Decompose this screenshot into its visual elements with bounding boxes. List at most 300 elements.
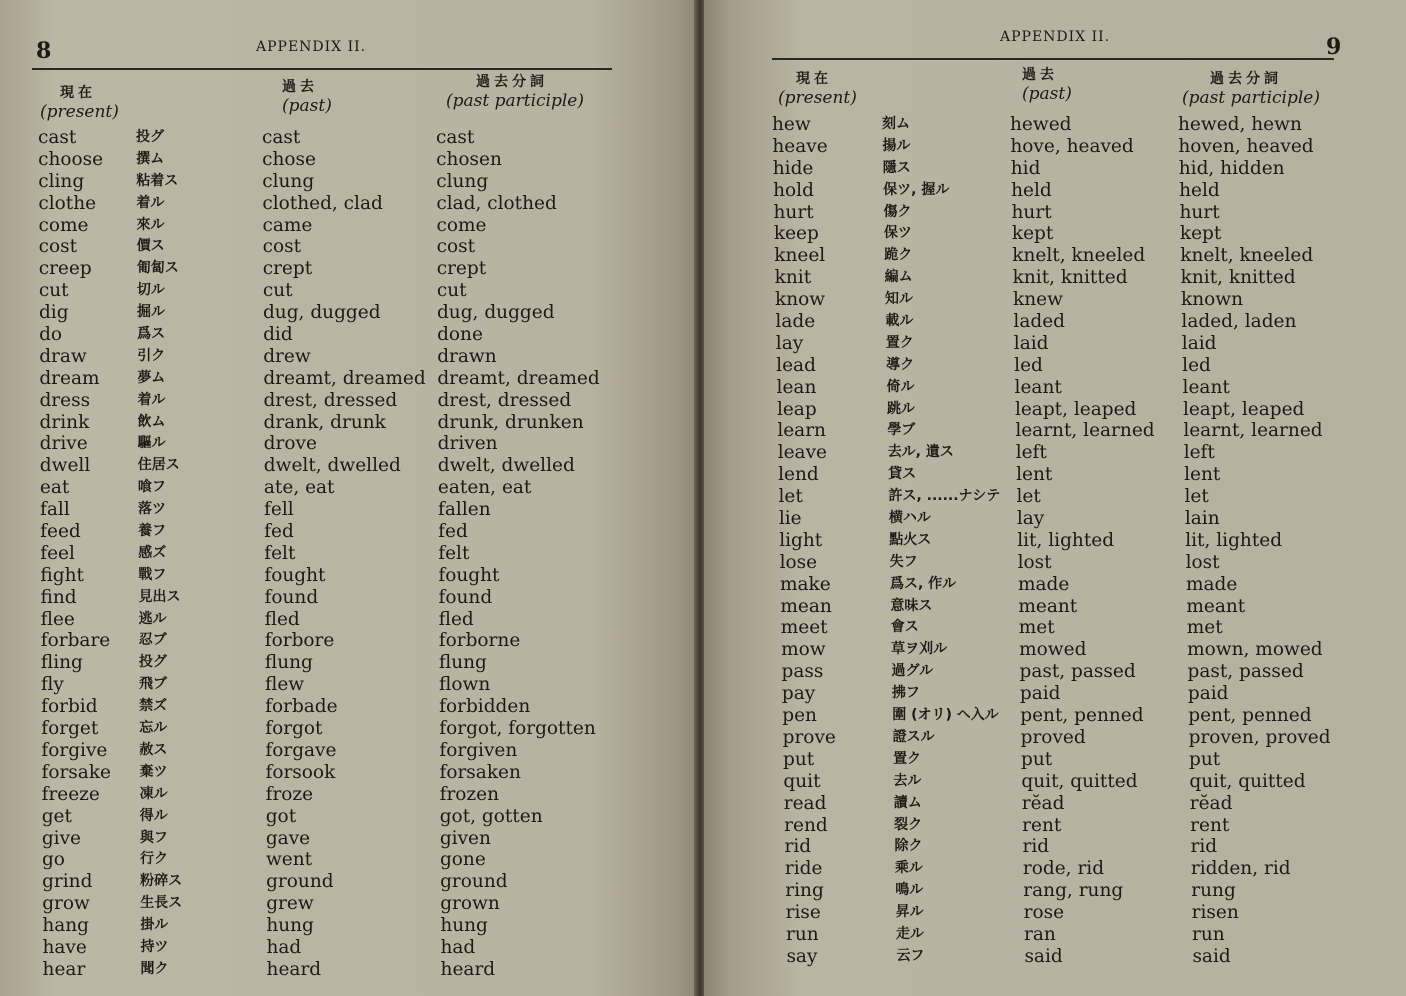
past-form: lit, lighted xyxy=(1017,529,1115,551)
japanese-gloss: 跪ク xyxy=(884,247,913,264)
past-participle-form: paid xyxy=(1187,683,1229,705)
present-verb: fight xyxy=(40,564,84,586)
past-form: knew xyxy=(1013,289,1063,311)
verb-row xyxy=(38,215,678,237)
past-form: ran xyxy=(1024,923,1056,945)
present-verb: hurt xyxy=(773,201,814,223)
past-form: pent, penned xyxy=(1020,705,1144,727)
present-verb: feel xyxy=(40,542,75,564)
past-participle-form: risen xyxy=(1191,902,1239,924)
japanese-gloss: 凍ル xyxy=(139,785,168,802)
past-form: dreamt, dreamed xyxy=(263,367,426,389)
past-participle-form: hoven, heaved xyxy=(1178,135,1314,157)
japanese-gloss: 見出ス xyxy=(138,588,181,605)
past-participle-form: forborne xyxy=(438,630,521,652)
verb-row xyxy=(41,630,681,652)
present-verb: fling xyxy=(40,652,83,674)
japanese-gloss: 粉碎ス xyxy=(140,873,183,890)
present-verb: forsake xyxy=(41,761,111,783)
present-verb: cut xyxy=(38,280,69,302)
past-participle-form: hurt xyxy=(1179,201,1220,223)
past-form: heard xyxy=(266,958,322,980)
verb-row xyxy=(42,915,682,937)
verb-row xyxy=(776,355,1406,377)
past-form: crept xyxy=(262,258,313,280)
japanese-gloss: 住居ス xyxy=(137,457,180,474)
verb-row xyxy=(774,202,1404,224)
present-verb: dress xyxy=(39,389,91,411)
japanese-gloss: 導ク xyxy=(886,356,915,373)
japanese-gloss: 圍 (オリ) ヘ入ル xyxy=(892,707,999,724)
japanese-gloss: 喰フ xyxy=(137,479,166,496)
past-form: hid xyxy=(1010,157,1041,179)
past-participle-form: led xyxy=(1182,354,1211,376)
present-verb: cast xyxy=(38,127,77,148)
left-page xyxy=(0,0,696,996)
japanese-gloss: 爲ス, 作ル xyxy=(889,575,957,592)
past-participle-form: left xyxy=(1183,442,1215,464)
japanese-gloss: 載ル xyxy=(885,313,914,330)
past-participle-form: fought xyxy=(438,564,500,586)
past-participle-form: meant xyxy=(1186,595,1246,617)
japanese-gloss: 着ル xyxy=(136,194,165,211)
japanese-gloss: 赦ス xyxy=(139,741,168,758)
verb-row xyxy=(41,674,681,696)
verb-row xyxy=(38,193,678,215)
verb-row xyxy=(42,849,682,871)
past-participle-form: lain xyxy=(1184,508,1220,530)
past-participle-form: put xyxy=(1189,748,1221,770)
verb-row xyxy=(776,333,1406,355)
japanese-gloss: 持ツ xyxy=(140,938,169,955)
japanese-gloss: 來ル xyxy=(136,216,165,233)
japanese-gloss: 隱ス xyxy=(882,159,911,176)
present-verb: flee xyxy=(40,608,75,630)
col-header-en: (present) xyxy=(40,102,119,122)
present-verb: eat xyxy=(39,477,70,499)
present-verb: rise xyxy=(785,902,821,924)
past-participle-form: let xyxy=(1184,486,1209,508)
past-form: had xyxy=(266,936,302,958)
verb-row xyxy=(41,762,681,784)
japanese-gloss: 鳴ル xyxy=(895,882,924,899)
past-form: rĕad xyxy=(1021,792,1065,814)
japanese-gloss: 粘着ス xyxy=(136,172,179,189)
present-verb: have xyxy=(42,936,87,958)
past-form: said xyxy=(1024,945,1063,967)
past-form: dwelt, dwelled xyxy=(263,455,401,477)
present-verb: freeze xyxy=(41,783,100,805)
present-verb: grind xyxy=(42,871,93,893)
verb-row xyxy=(777,399,1406,421)
past-participle-form: cast xyxy=(436,127,475,148)
present-verb: know xyxy=(775,289,826,311)
past-participle-form: flung xyxy=(438,652,487,674)
past-form: got xyxy=(265,805,297,827)
past-form: clung xyxy=(262,170,315,192)
japanese-gloss: 保ツ, 握ル xyxy=(883,181,950,198)
japanese-gloss: 保ツ xyxy=(883,225,912,242)
past-participle-form: lit, lighted xyxy=(1185,529,1283,551)
verb-row xyxy=(782,683,1406,705)
verb-row xyxy=(785,880,1406,902)
japanese-gloss: 與フ xyxy=(139,829,168,846)
japanese-gloss: 得ル xyxy=(139,807,168,824)
past-participle-form: met xyxy=(1186,617,1223,639)
past-participle-form: given xyxy=(439,827,491,849)
verb-row xyxy=(39,258,679,280)
present-verb: leave xyxy=(777,442,827,464)
present-verb: find xyxy=(40,586,77,608)
verb-row xyxy=(782,661,1406,683)
past-form: learnt, learned xyxy=(1015,420,1155,442)
header-rule xyxy=(772,58,1334,60)
present-verb: cling xyxy=(38,170,85,192)
present-verb: pay xyxy=(781,683,816,705)
past-participle-form: cut xyxy=(436,280,467,302)
past-form: forgot xyxy=(265,718,323,740)
japanese-gloss: 點火ス xyxy=(889,531,932,548)
verb-row xyxy=(41,652,681,674)
past-form: ground xyxy=(266,871,334,893)
past-form: forgave xyxy=(265,739,337,761)
present-verb: mean xyxy=(780,595,832,617)
past-form: forbade xyxy=(265,696,338,718)
present-verb: let xyxy=(778,486,803,508)
japanese-gloss: 跳ル xyxy=(886,400,915,417)
verb-row xyxy=(779,530,1406,552)
japanese-gloss: 夢ム xyxy=(137,369,166,386)
japanese-gloss: 拂フ xyxy=(891,685,920,702)
verb-row xyxy=(40,565,680,587)
verb-row xyxy=(41,609,681,631)
verb-row xyxy=(784,815,1406,837)
past-participle-form: fallen xyxy=(438,499,491,521)
past-participle-form: rid xyxy=(1190,836,1218,858)
past-participle-form: lent xyxy=(1184,464,1221,486)
past-form: rid xyxy=(1022,836,1050,858)
header-rule xyxy=(32,68,612,70)
past-form: lent xyxy=(1016,464,1053,486)
past-participle-form: eaten, eat xyxy=(437,477,532,499)
past-participle-form: frozen xyxy=(439,783,500,805)
japanese-gloss: 行ク xyxy=(139,851,168,868)
japanese-gloss: 刻ム xyxy=(882,116,910,132)
past-participle-form: kept xyxy=(1179,223,1222,245)
verb-row xyxy=(775,289,1405,311)
verb-row xyxy=(39,368,679,390)
japanese-gloss: 貸ス xyxy=(888,466,917,483)
present-verb: lay xyxy=(775,332,804,354)
verb-row xyxy=(41,587,681,609)
japanese-gloss: 揚ル xyxy=(882,137,911,154)
present-verb: quit xyxy=(783,770,821,792)
verb-table xyxy=(772,114,1402,968)
verb-row xyxy=(778,464,1406,486)
verb-row xyxy=(39,324,679,346)
verb-row xyxy=(39,302,679,324)
verb-row xyxy=(779,508,1406,530)
past-participle-form: flown xyxy=(439,674,491,696)
japanese-gloss: 置ク xyxy=(893,750,922,767)
japanese-gloss: 意味ス xyxy=(890,597,933,614)
verb-row xyxy=(39,346,679,368)
past-participle-form: fled xyxy=(438,608,474,630)
past-participle-form: hid, hidden xyxy=(1178,157,1285,179)
page-number: 8 xyxy=(36,38,52,64)
japanese-gloss: 許ス, ......ナシテ xyxy=(888,488,1001,505)
col-header-en: (present) xyxy=(778,88,857,108)
japanese-gloss: 乘ル xyxy=(894,860,923,877)
japanese-gloss: 知ル xyxy=(885,291,914,308)
past-participle-form: known xyxy=(1181,289,1244,311)
past-form: hurt xyxy=(1011,201,1052,223)
past-form: meant xyxy=(1018,595,1078,617)
verb-row xyxy=(781,639,1406,661)
verb-row xyxy=(39,280,679,302)
present-verb: feed xyxy=(40,521,81,543)
past-participle-form: leapt, leaped xyxy=(1182,398,1305,420)
present-verb: forbare xyxy=(40,630,111,652)
past-form: rose xyxy=(1023,902,1065,924)
past-participle-form: heard xyxy=(440,958,496,980)
japanese-gloss: 撰ム xyxy=(136,150,165,167)
col-header-jp: 過去 xyxy=(1022,67,1058,83)
present-verb: draw xyxy=(39,345,87,367)
past-participle-form: grown xyxy=(440,893,500,915)
present-verb: ring xyxy=(785,880,824,902)
past-participle-form: laded, laden xyxy=(1181,311,1297,333)
past-participle-form: rung xyxy=(1191,880,1236,902)
present-verb: rend xyxy=(784,814,828,836)
japanese-gloss: 逃ル xyxy=(138,610,167,627)
present-verb: choose xyxy=(38,148,104,170)
past-form: drank, drunk xyxy=(263,411,386,433)
present-verb: leap xyxy=(776,398,817,420)
past-participle-form: hewed, hewn xyxy=(1178,114,1302,135)
present-verb: put xyxy=(783,748,815,770)
present-verb: cost xyxy=(38,236,78,258)
japanese-gloss: 忘ル xyxy=(139,720,168,737)
past-form: chose xyxy=(262,148,316,170)
past-participle-form: proven, proved xyxy=(1188,726,1331,748)
col-header-en: (past participle) xyxy=(1182,88,1320,108)
verb-row xyxy=(41,718,681,740)
col-header-present xyxy=(778,70,857,108)
past-participle-form: done xyxy=(437,324,483,346)
verb-row xyxy=(773,158,1403,180)
past-participle-form: found xyxy=(438,586,493,608)
verb-row xyxy=(783,771,1406,793)
past-participle-form: clung xyxy=(436,170,489,192)
present-verb: get xyxy=(41,805,72,827)
verb-row xyxy=(42,828,682,850)
verb-row xyxy=(783,749,1406,771)
present-verb: meet xyxy=(780,617,828,639)
past-participle-form: drunk, drunken xyxy=(437,411,584,433)
verb-row xyxy=(775,267,1405,289)
japanese-gloss: 編ム xyxy=(884,269,913,286)
verb-row xyxy=(42,937,682,959)
japanese-gloss: 走ル xyxy=(896,925,925,942)
past-form: forbore xyxy=(264,630,335,652)
present-verb: dig xyxy=(38,302,69,324)
japanese-gloss: 着ル xyxy=(137,391,166,408)
present-verb: lend xyxy=(778,464,819,486)
verb-row xyxy=(40,433,680,455)
past-participle-form: got, gotten xyxy=(439,805,543,827)
verb-row xyxy=(774,245,1404,267)
present-verb: lade xyxy=(775,311,816,333)
past-participle-form: knit, knitted xyxy=(1180,267,1296,289)
verb-row xyxy=(43,959,683,981)
verb-row xyxy=(42,784,682,806)
col-header-past xyxy=(1022,66,1072,104)
japanese-gloss: 失フ xyxy=(889,553,918,570)
past-participle-form: dwelt, dwelled xyxy=(437,455,575,477)
japanese-gloss: 棄ツ xyxy=(139,763,168,780)
present-verb: pass xyxy=(781,661,824,683)
past-participle-form: chosen xyxy=(436,148,502,170)
present-verb: hang xyxy=(42,915,90,937)
japanese-gloss: 掛ル xyxy=(140,917,169,934)
japanese-gloss: 倚ル xyxy=(886,378,915,395)
japanese-gloss: 飲ム xyxy=(137,413,166,430)
verb-row xyxy=(40,455,680,477)
verb-row xyxy=(42,806,682,828)
verb-row xyxy=(39,390,679,412)
present-verb: forbid xyxy=(41,696,98,718)
past-form: rode, rid xyxy=(1022,858,1105,880)
present-verb: lean xyxy=(776,376,817,398)
past-participle-form: said xyxy=(1192,945,1231,967)
past-participle-form: dreamt, dreamed xyxy=(437,367,600,389)
past-form: left xyxy=(1015,442,1047,464)
running-head: APPENDIX II. xyxy=(256,39,367,55)
verb-row xyxy=(780,596,1406,618)
past-form: lay xyxy=(1016,508,1045,530)
past-form: fed xyxy=(264,521,294,543)
verb-row xyxy=(780,552,1406,574)
japanese-gloss: 去ル xyxy=(893,772,922,789)
japanese-gloss: 匍匐ス xyxy=(136,260,179,277)
japanese-gloss: 切ル xyxy=(136,282,165,299)
past-participle-form: laid xyxy=(1181,332,1217,354)
verb-row xyxy=(40,521,680,543)
japanese-gloss: 爲ス xyxy=(137,326,166,343)
col-header-present xyxy=(40,84,119,122)
verb-row xyxy=(40,499,680,521)
past-form: flew xyxy=(265,674,305,696)
present-verb: lead xyxy=(776,354,816,376)
past-form: dug, dugged xyxy=(262,302,381,324)
present-verb: forgive xyxy=(41,739,108,761)
present-verb: learn xyxy=(777,420,826,442)
japanese-gloss: 横ハル xyxy=(888,510,931,527)
verb-row xyxy=(42,893,682,915)
past-participle-form: forgiven xyxy=(439,739,518,761)
verb-row xyxy=(785,836,1406,858)
present-verb: ride xyxy=(784,858,823,880)
japanese-gloss: 引ク xyxy=(137,347,166,364)
verb-row xyxy=(777,377,1406,399)
japanese-gloss: 學ブ xyxy=(887,422,916,439)
present-verb: hew xyxy=(772,114,811,135)
past-participle-form: fed xyxy=(438,521,468,543)
past-participle-form: made xyxy=(1185,573,1238,595)
past-participle-form: knelt, kneeled xyxy=(1180,245,1314,267)
verb-row xyxy=(41,740,681,762)
past-form: laded xyxy=(1013,311,1065,333)
present-verb: make xyxy=(779,573,831,595)
past-form: hewed xyxy=(1010,114,1072,135)
past-form: cast xyxy=(262,127,301,148)
past-form: let xyxy=(1016,486,1041,508)
verb-row xyxy=(39,236,679,258)
past-form: held xyxy=(1011,179,1052,201)
present-verb: go xyxy=(41,849,65,871)
verb-row xyxy=(40,477,680,499)
japanese-gloss: 投グ xyxy=(136,129,164,145)
japanese-gloss: 云フ xyxy=(896,947,925,964)
present-verb: lie xyxy=(778,508,802,530)
past-participle-form: mown, mowed xyxy=(1187,639,1323,661)
col-header-en: (past) xyxy=(282,96,332,116)
past-participle-form: learnt, learned xyxy=(1183,420,1323,442)
past-form: past, passed xyxy=(1019,661,1136,683)
japanese-gloss: 昇ル xyxy=(895,904,924,921)
past-form: clothed, clad xyxy=(262,192,383,214)
col-header-en: (past) xyxy=(1022,84,1072,104)
present-verb: rid xyxy=(784,836,812,858)
verb-row xyxy=(786,946,1406,968)
present-verb: drink xyxy=(39,411,90,433)
col-header-jp: 現在 xyxy=(60,85,96,101)
col-header-past-participle xyxy=(1182,70,1320,108)
present-verb: mow xyxy=(781,639,826,661)
col-header-en: (past participle) xyxy=(446,91,584,111)
japanese-gloss: 聞ク xyxy=(140,960,169,977)
japanese-gloss: 去ル, 遺ス xyxy=(887,444,954,461)
verb-row xyxy=(781,617,1406,639)
past-form: led xyxy=(1014,354,1043,376)
past-participle-form: dug, dugged xyxy=(436,302,555,324)
past-form: forsook xyxy=(265,761,336,783)
past-participle-form: forsaken xyxy=(439,761,521,783)
past-form: met xyxy=(1018,617,1055,639)
past-participle-form: leant xyxy=(1182,376,1230,398)
past-form: found xyxy=(264,586,319,608)
japanese-gloss: 飛ブ xyxy=(139,676,167,693)
past-form: drest, dressed xyxy=(263,389,398,411)
japanese-gloss: 讀ム xyxy=(893,794,922,811)
verb-row xyxy=(42,871,682,893)
past-form: mowed xyxy=(1019,639,1087,661)
past-participle-form: felt xyxy=(438,542,470,564)
past-participle-form: cost xyxy=(436,236,476,258)
japanese-gloss: 忍ブ xyxy=(138,632,167,649)
past-form: fled xyxy=(264,608,300,630)
present-verb: drive xyxy=(39,433,88,455)
japanese-gloss: 草ヲ刈ル xyxy=(891,641,948,658)
verb-row xyxy=(783,727,1406,749)
present-verb: do xyxy=(39,324,63,346)
past-form: came xyxy=(262,214,313,236)
japanese-gloss: 除ク xyxy=(894,838,923,855)
col-header-jp: 現在 xyxy=(796,71,832,87)
present-verb: lose xyxy=(779,551,818,573)
past-form: drew xyxy=(263,345,311,367)
